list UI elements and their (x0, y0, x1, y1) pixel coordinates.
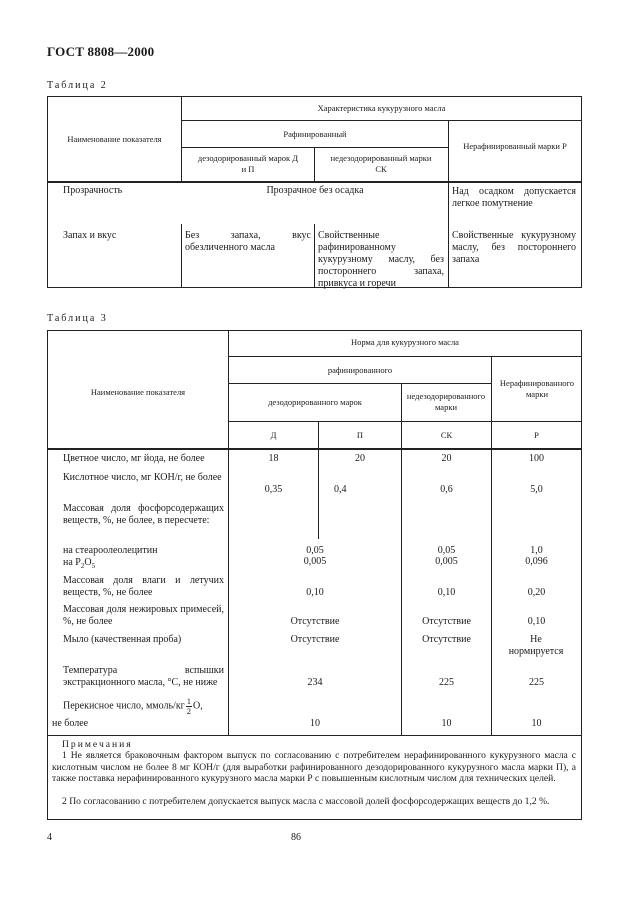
t2-transparency-refined: Прозрачное без осадка (266, 185, 364, 196)
table2-caption: Таблица 2 (47, 80, 108, 91)
t2-transparency-name: Прозрачность (63, 185, 123, 196)
t3-stearo-dp: 0,05 (306, 545, 324, 556)
note-1: 1 Не является браковочным фактором выпуск по согласованию с потребителем нерафинированного кукурузного масла с кислотным числом не более 8 мг КОН/г (для выработки рафинированного дезодорированного кукурузного масла марки П), а также поставка нерафинированного кукурузного масла марки Р с повышенным кислотным числом для технических целей. (52, 750, 576, 784)
t3-col-name: Наименование показателя (90, 387, 186, 397)
t3-acid-p: 0,4 (334, 484, 347, 495)
t3-phospho-name: Массовая доля фосфорсодержащих веществ, %, не более, в пересчете: (63, 503, 224, 526)
t3-p2o5-name: на $Р_2О_5$ (63, 557, 96, 570)
t3-color-r: 100 (529, 453, 544, 464)
t3-unrefined: Нерафинированного марки (499, 378, 575, 399)
t3-moisture-name: Массовая доля влаги и летучих веществ, %, не более (63, 575, 224, 598)
t3-flash-sk: 225 (439, 677, 454, 688)
table3-caption: Таблица 3 (47, 313, 108, 324)
t3-peroxide-r: 10 (531, 718, 542, 729)
t3-deodorized: дезодорированного марок (268, 397, 362, 407)
t3-nonfat-name: Массовая доля нежировых примесей, %, не более (63, 604, 224, 627)
t3-peroxide-dp: 10 (310, 718, 320, 729)
t3-moisture-sk: 0,10 (437, 587, 456, 598)
t2-refined: Рафинированный (283, 129, 347, 139)
t2-smell-name: Запах и вкус (63, 230, 117, 241)
t3-nonfat-r: 0,10 (527, 616, 546, 627)
t2-non-deodorized: недезодорированный марки СК (330, 153, 432, 174)
t3-color-name: Цветное число, мг йода, не более (63, 453, 205, 464)
t3-stearo-name: на стеароолеолецитин (63, 545, 158, 556)
t3-flash-r: 225 (529, 677, 544, 688)
t3-p2o5-sk: 0,005 (435, 556, 458, 567)
t3-soap-r: Не нормируется (508, 634, 564, 657)
t3-grade-r: Р (534, 430, 539, 440)
t3-stearo-sk: 0,05 (437, 545, 456, 556)
t3-moisture-r: 0,20 (527, 587, 546, 598)
t3-grade-sk: СК (440, 430, 453, 440)
note-2: 2 По согласованию с потребителем допускается выпуск масла с массовой долей фосфорсодержащих веществ до 1,2 %. (62, 796, 550, 807)
t2-unrefined: Нерафинированный марки Р (463, 141, 567, 151)
t2-smell-non-deodorized: Свойственные рафинированному кукурузному маслу, без постороннего запаха, привкуса и горечи (318, 230, 444, 289)
t3-peroxide-name-line2: не более (52, 718, 89, 729)
t2-smell-deodorized: Без запаха, вкус обезличенного масла (185, 230, 311, 253)
t3-color-p: 20 (355, 453, 365, 464)
t2-deodorized: дезодорированный марок Д и П (197, 153, 299, 174)
t3-soap-dp: Отсутствие (290, 634, 340, 645)
t3-peroxide-sk: 10 (441, 718, 452, 729)
t3-peroxide-name: Перекисное число, ммоль/кг $\frac{1}{2}$ О, (63, 696, 203, 716)
t3-refined: рафинированного (327, 365, 393, 375)
t3-acid-d: 0,35 (264, 484, 283, 495)
standard-title: ГОСТ 8808—2000 (47, 44, 155, 59)
t3-non-deodorized: недезодорированного марки (406, 391, 486, 412)
t3-flash-dp: 234 (307, 677, 323, 688)
t3-acid-r: 5,0 (530, 484, 543, 495)
page-number: 86 (291, 832, 301, 843)
t2-col-name: Наименование показателя (67, 134, 162, 144)
t3-moisture-dp: 0,10 (306, 587, 324, 598)
t3-p2o5-dp: 0,005 (303, 556, 327, 567)
t3-nonfat-dp: Отсутствие (290, 616, 340, 627)
t3-p2o5-r: 0,096 (525, 556, 548, 567)
t3-acid-name: Кислотное число, мг КОН/г, не более (63, 472, 222, 483)
t3-soap-name: Мыло (качественная проба) (63, 634, 182, 645)
page-side-number: 4 (47, 832, 52, 843)
t3-nonfat-sk: Отсутствие (422, 616, 471, 627)
t3-flash-name: Температура вспышки экстракционного масла, °С, не ниже (63, 665, 224, 688)
notes-title: Примечания (62, 739, 133, 750)
t3-acid-sk: 0,6 (440, 484, 453, 495)
t3-norm-title: Норма для кукурузного масла (351, 337, 459, 347)
t3-color-sk: 20 (441, 453, 452, 464)
t2-transparency-unrefined: Над осадком допускается легкое помутнение (452, 186, 576, 209)
t3-stearo-r: 1,0 (530, 545, 543, 556)
t3-grade-d: Д (270, 430, 277, 440)
t2-group-title: Характеристика кукурузного масла (317, 103, 446, 113)
t3-color-d: 18 (268, 453, 279, 464)
t3-grade-p: П (356, 430, 364, 440)
t2-smell-unrefined: Свойственные кукурузному маслу, без постороннего запаха (452, 230, 576, 265)
t3-soap-sk: Отсутствие (422, 634, 471, 645)
